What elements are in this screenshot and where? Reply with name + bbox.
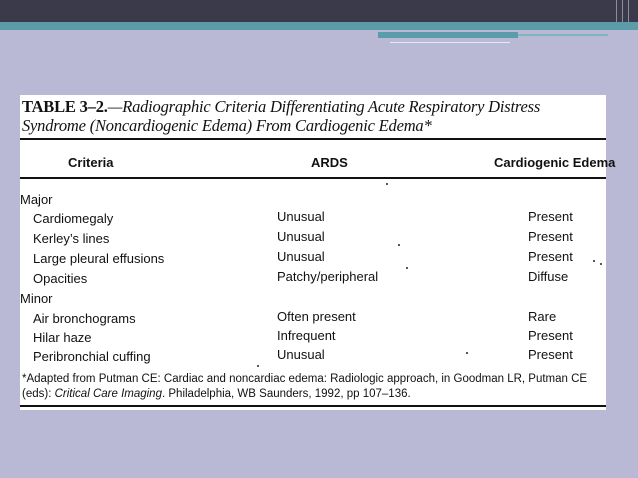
row-cardiogenic: Present bbox=[528, 328, 573, 343]
top-bar-tick bbox=[616, 0, 617, 22]
scan-speck bbox=[406, 267, 408, 269]
row-cardiogenic: Present bbox=[528, 229, 573, 244]
row-cardiogenic: Present bbox=[528, 209, 573, 224]
row-cardiogenic: Rare bbox=[528, 309, 557, 324]
row-ards: Unusual bbox=[277, 229, 325, 244]
row-criteria: Opacities bbox=[33, 271, 88, 286]
table-title bbox=[22, 97, 604, 135]
row-criteria: Hilar haze bbox=[33, 330, 92, 345]
column-header-cardiogenic: Cardiogenic Edema bbox=[494, 155, 616, 170]
table-footnote bbox=[22, 372, 606, 402]
footnote-book-title: Critical Care Imaging bbox=[54, 388, 162, 400]
accent-line bbox=[518, 34, 608, 36]
row-criteria: Kerley’s lines bbox=[33, 231, 110, 246]
column-header-ards: ARDS bbox=[311, 155, 348, 170]
row-ards: Patchy/peripheral bbox=[277, 269, 379, 284]
row-ards: Often present bbox=[277, 309, 356, 324]
footnote-source: *Adapted from Putman CE: Cardiac and noncardiac edema: Radiologic approach, in Goodman LR, Putman CE (eds): bbox=[22, 373, 588, 400]
table-bottom-rule bbox=[20, 405, 606, 407]
row-cardiogenic: Present bbox=[528, 249, 573, 264]
row-criteria: Large pleural effusions bbox=[33, 251, 165, 266]
row-ards: Unusual bbox=[277, 347, 325, 362]
scan-speck bbox=[466, 352, 468, 354]
header-rule bbox=[20, 177, 606, 179]
accent-thin-line bbox=[390, 42, 510, 43]
row-cardiogenic: Present bbox=[528, 347, 573, 362]
row-criteria: Peribronchial cuffing bbox=[33, 349, 151, 364]
group-label-minor: Minor bbox=[20, 291, 53, 306]
accent-stripe-short bbox=[378, 32, 518, 38]
row-cardiogenic: Diffuse bbox=[528, 269, 569, 284]
table-title-number: TABLE 3–2. bbox=[22, 97, 108, 116]
scan-speck bbox=[593, 260, 595, 262]
scan-speck bbox=[600, 263, 602, 265]
column-header-criteria: Criteria bbox=[68, 155, 114, 170]
scan-speck bbox=[386, 183, 388, 185]
row-ards: Unusual bbox=[277, 209, 325, 224]
scanned-table-image bbox=[20, 95, 616, 410]
table-top-rule bbox=[20, 138, 606, 140]
accent-stripe bbox=[0, 22, 638, 30]
row-criteria: Cardiomegaly bbox=[33, 211, 114, 226]
row-ards: Unusual bbox=[277, 249, 325, 264]
table-title-text: —Radiographic Criteria Differentiating Acute Respiratory Distress Syndrome (Noncardiogenic Edema) From Cardiogenic Edema* bbox=[22, 97, 541, 135]
scan-speck bbox=[398, 244, 400, 246]
top-bar-tick bbox=[628, 0, 629, 22]
group-label-major: Major bbox=[20, 192, 53, 207]
footnote-publisher: . Philadelphia, WB Saunders, 1992, pp 107–136. bbox=[161, 388, 411, 400]
row-criteria: Air bronchograms bbox=[33, 311, 136, 326]
row-ards: Infrequent bbox=[277, 328, 336, 343]
scan-speck bbox=[257, 365, 259, 367]
top-bar-tick bbox=[622, 0, 623, 22]
top-bar bbox=[0, 0, 638, 22]
